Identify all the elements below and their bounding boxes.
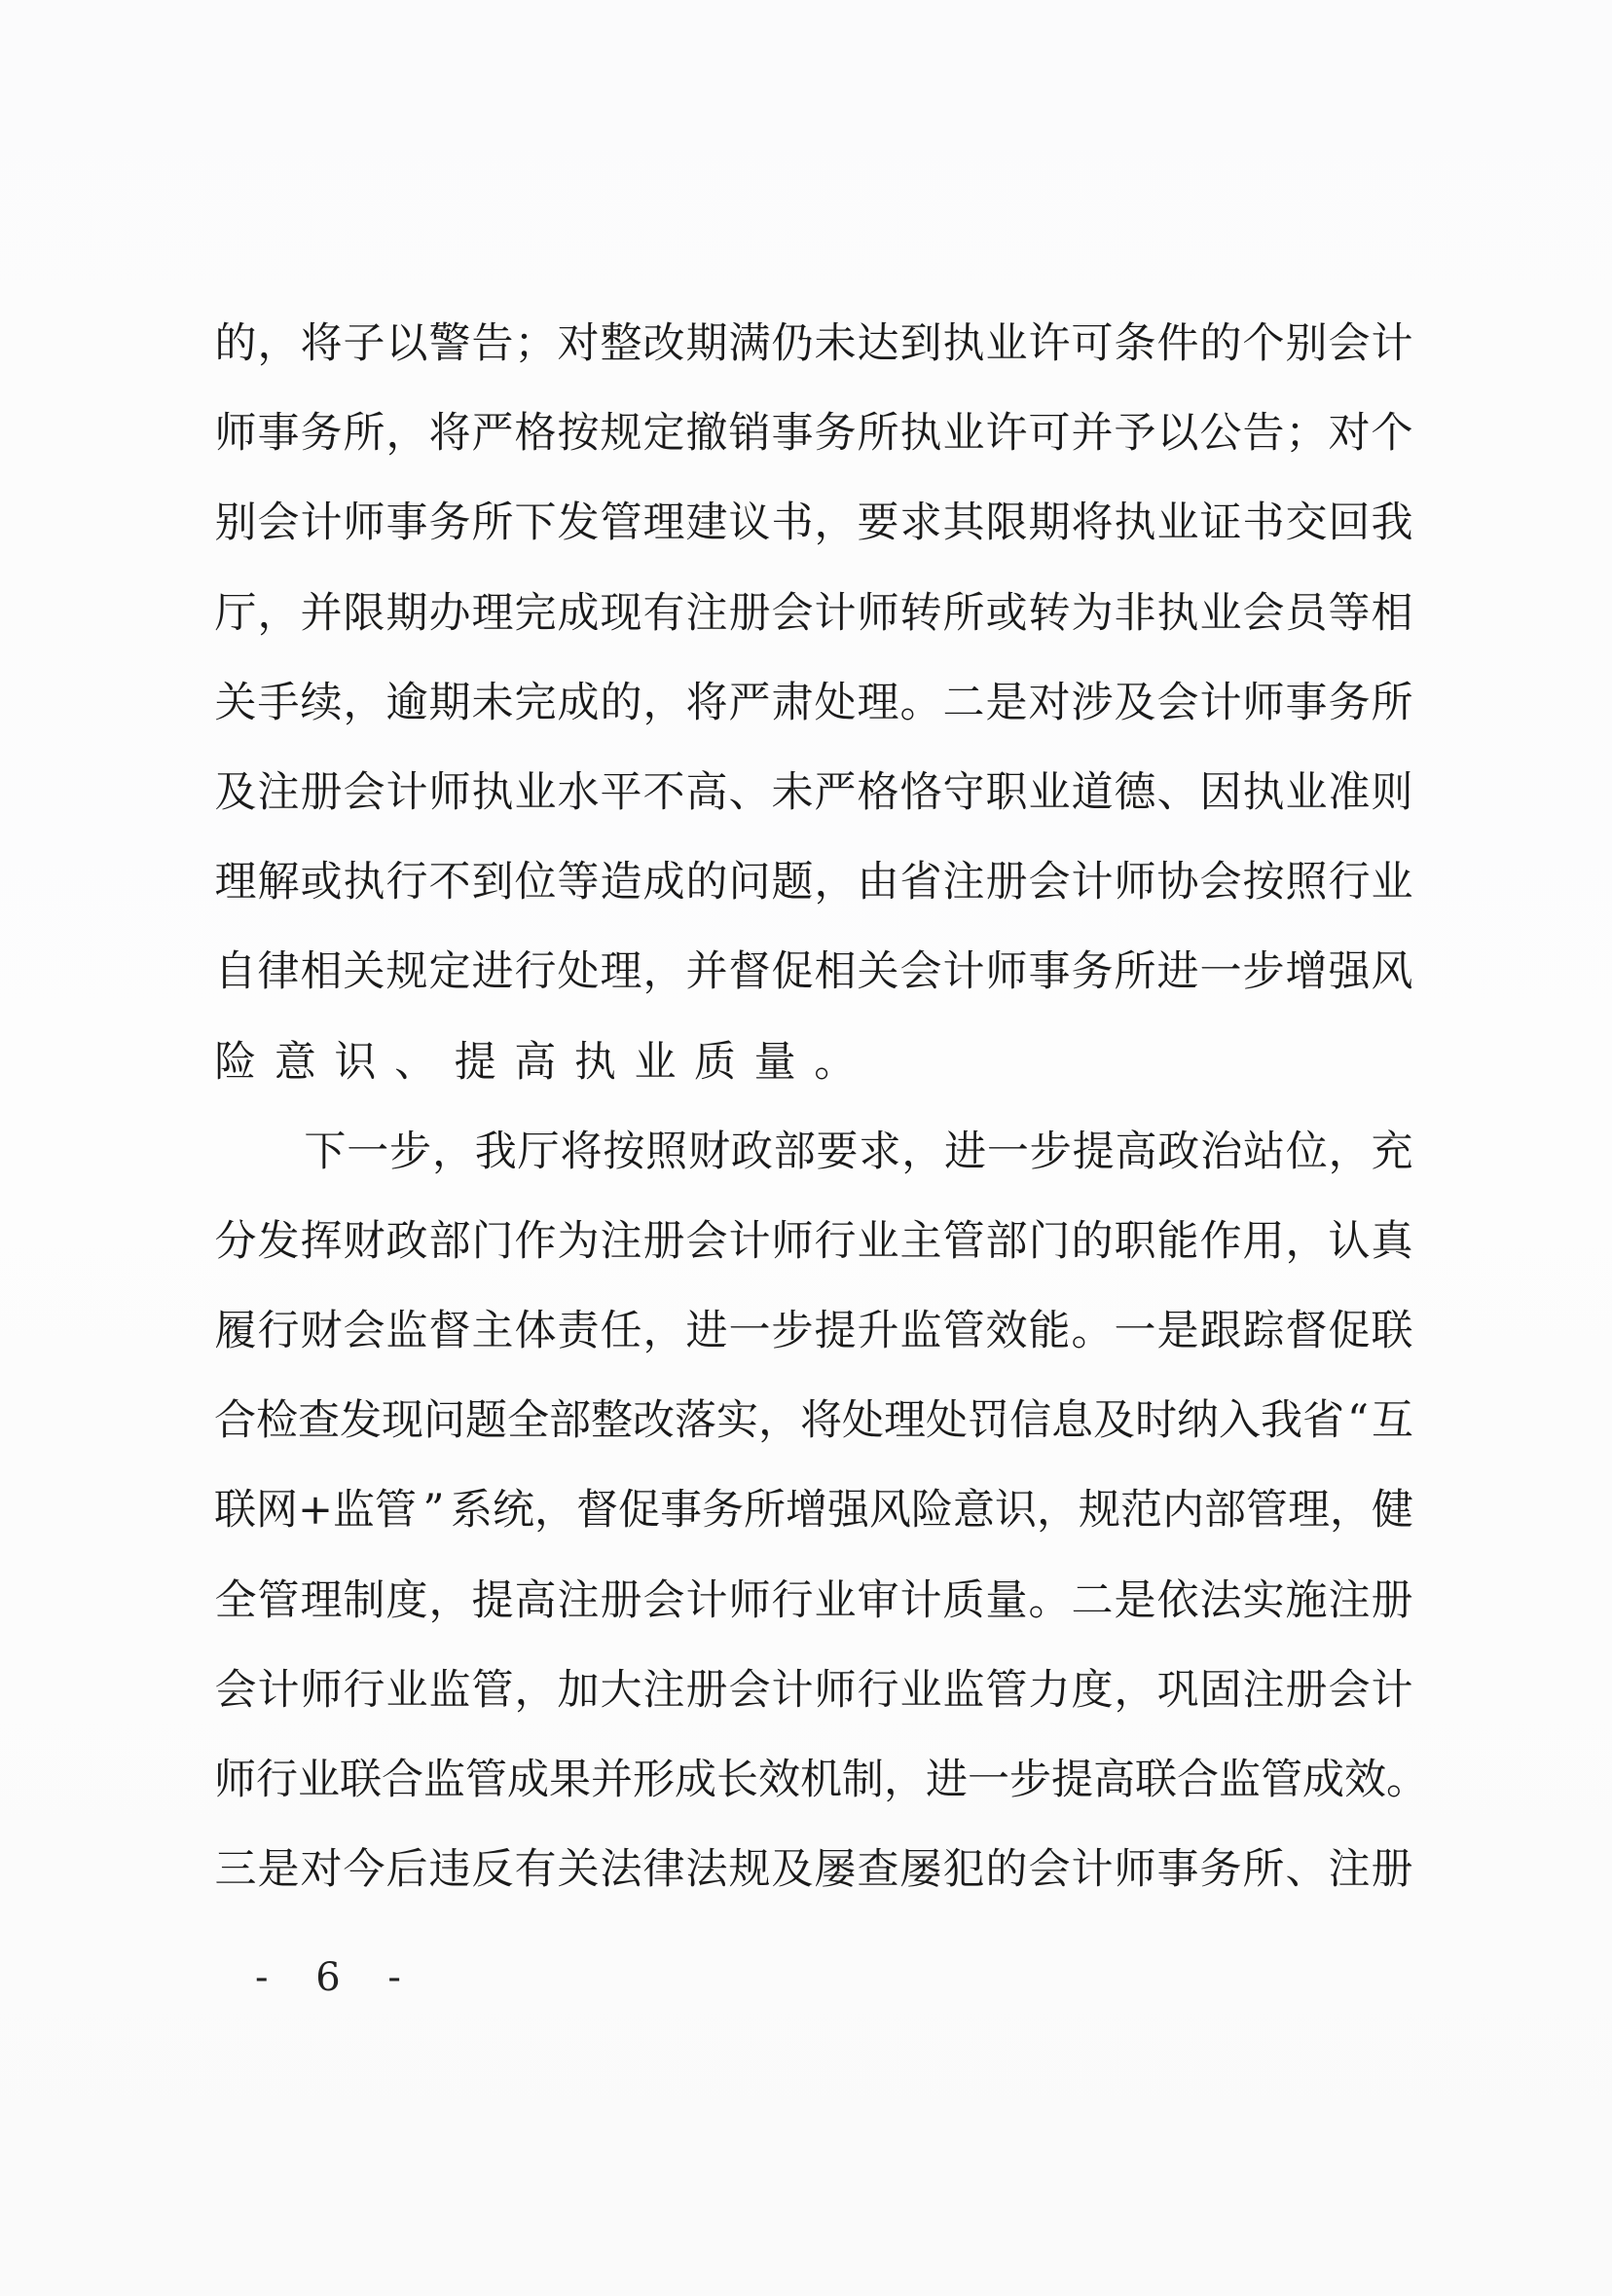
text-line: 联 网 + 监 管 ” 系 统 ， 督 促 事 务 所 增 强 风 险 意 识 ， 规 范 内 部 管 理 ， 健 [214,1486,1413,1536]
text-line: 别 会 计 师 事 务 所 下 发 管 理 建 议 书 ， 要 求 其 限 期 将 执 业 证 书 交 回 我 [214,499,1413,548]
text-line: 师 事 务 所 ， 将 严 格 按 规 定 撤 销 事 务 所 执 业 许 可 并 予 以 公 告 ； 对 个 [214,409,1413,459]
page-number: - 6 - [255,1955,419,2000]
body-text [214,310,1428,1925]
text-line: 全 管 理 制 度 ， 提 高 注 册 会 计 师 行 业 审 计 质 量 。 二 是 依 法 实 施 注 册 [214,1575,1413,1625]
text-line: 厅 ， 并 限 期 办 理 完 成 现 有 注 册 会 计 师 转 所 或 转 为 非 执 业 会 员 等 相 [214,588,1413,638]
text-line: 会 计 师 行 业 监 管 ， 加 大 注 册 会 计 师 行 业 监 管 力 度 ， 巩 固 注 册 会 计 [214,1665,1413,1715]
text-line: 理 解 或 执 行 不 到 位 等 造 成 的 问 题 ， 由 省 注 册 会 计 师 协 会 按 照 行 业 [214,858,1413,907]
text-line: 合 检 查 发 现 问 题 全 部 整 改 落 实 ， 将 处 理 处 罚 信 息 及 时 纳 入 我 省 “ 互 [214,1396,1413,1446]
text-line: 履 行 财 会 监 督 主 体 责 任 ， 进 一 步 提 升 监 管 效 能 。 一 是 跟 踪 督 促 联 [214,1307,1413,1356]
text-line: 三 是 对 今 后 违 反 有 关 法 律 法 规 及 屡 查 屡 犯 的 会 计 师 事 务 所 、 注 册 [214,1845,1413,1895]
text-line: 及 注 册 会 计 师 执 业 水 平 不 高 、 未 严 格 恪 守 职 业 道 德 、 因 执 业 准 则 [214,767,1413,817]
text-line: 师 行 业 联 合 监 管 成 果 并 形 成 长 效 机 制 ， 进 一 步 提 高 联 合 监 管 成 效 。 [214,1756,1428,1804]
text-line: 关 手 续 ， 逾 期 未 完 成 的 ， 将 严 肃 处 理 。 二 是 对 涉 及 会 计 师 事 务 所 [214,678,1413,727]
text-line: 的 ， 将 子 以 警 告 ； 对 整 改 期 满 仍 未 达 到 执 业 许 可 条 件 的 个 别 会 计 [214,319,1413,368]
text-line: 险 意 识 、 提 高 执 业 质 量 。 [214,1037,874,1087]
text-line: 分 发 挥 财 政 部 门 作 为 注 册 会 计 师 行 业 主 管 部 门 的 职 能 作 用 ， 认 真 [214,1216,1413,1266]
text-line: 自 律 相 关 规 定 进 行 处 理 ， 并 督 促 相 关 会 计 师 事 务 所 进 一 步 增 强 风 [214,947,1413,997]
text-line: 下 一 步 ， 我 厅 将 按 照 财 政 部 要 求 ， 进 一 步 提 高 政 治 站 位 ， 充 [304,1127,1413,1176]
